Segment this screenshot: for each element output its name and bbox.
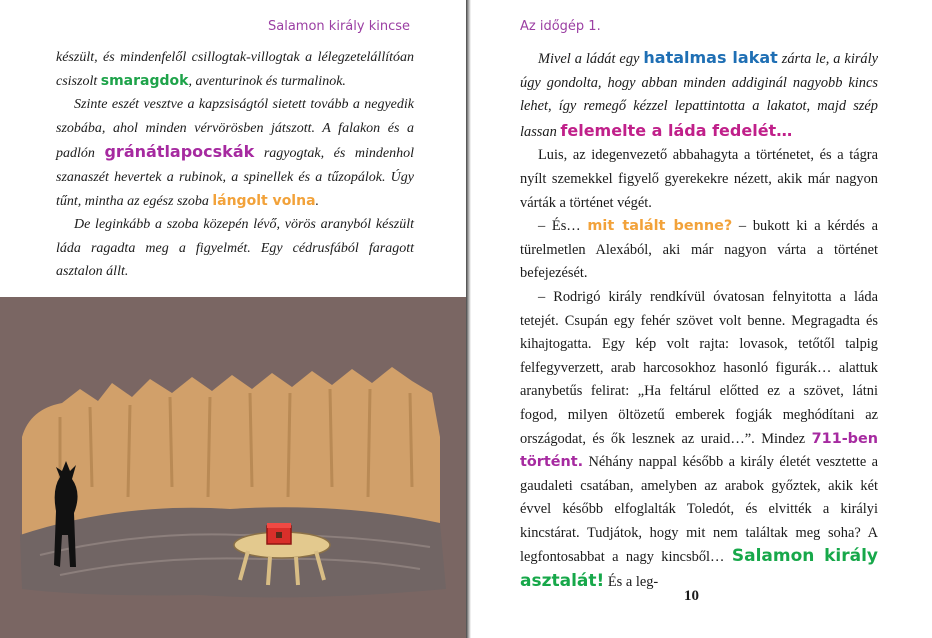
highlight-smaragdok: smaragdok xyxy=(100,72,189,89)
left-page-body xyxy=(56,46,414,284)
right-page xyxy=(466,0,932,638)
highlight-langolt-volna: lángolt volna xyxy=(212,192,316,209)
left-paragraph-3: De leginkább a szoba közepén lévő, vörös aranyból készült láda ragadta meg a figyelmét. Egy cédrusfából faragott asztalon állt. xyxy=(56,217,414,280)
right-paragraph-3: – És… mit talált benne? – bukott ki a kérdés a türelmetlen Alexából, aki már nagyon várta a történet befejezését. xyxy=(520,218,879,282)
highlight-711: 711-ben történt. xyxy=(520,430,878,471)
running-head-right: Az időgép 1. xyxy=(520,19,601,34)
highlight-hatalmas-lakat: hatalmas lakat xyxy=(643,48,778,67)
left-paragraph-1: készült, és mindenfelől csillogtak-villogtak a lélegzetelállítóan csiszolt smaragdok, aventurinok és turmalinok. xyxy=(56,50,414,89)
highlight-mit-talalt: mit talált benne? xyxy=(587,218,733,235)
right-paragraph-4: – Rodrigó király rendkívül óvatosan felnyitotta a láda tetejét. Csupán egy fehér szövet volt benne. Megragadta és kihajtogatta. Egy kép volt rajta: lovasok, tetőtől talpig felfegyverzett, arab harcosokhoz hasonló figurák… alattuk aranybetűs felirat: „Ha feltárul előtted ez a szövet, látni fogod, milyen öltözetű emberek fogják meghódítani az országodat, és ők lesznek az uraid…”. Mindez 711-ben történt. Néhány nappal később a király életét vesztette a gaudaleti csatában, amelyben az arabok győztek, akik két évvel később elfoglalták Toledót, és elvitték a királyi kincstárat. Tudjátok, hogy mit nem találtak meg soha? A legfontosabbat a nagy kincsből… Salamon király asztalát! És a leg- xyxy=(520,288,878,592)
running-head-left: Salamon király kincse xyxy=(268,19,410,34)
highlight-felemelte: felemelte a láda fedelét… xyxy=(560,120,793,140)
right-paragraph-1: Mivel a ládát egy hatalmas lakat zárta le, a király úgy gondolta, hogy abban minden addiginál nagyobb kincs lehet, így remegő kézzel lepattintotta a lakatot, majd szép lassan felemelte a láda fedelét… xyxy=(520,48,878,140)
cave-illustration xyxy=(0,297,466,638)
page-number: 10 xyxy=(684,588,699,604)
left-paragraph-2: Szinte eszét vesztve a kapzsiságtól sietett tovább a negyedik szobába, ahol minden vérvörösben játszott. A falakon és a padlón gránátlapocskák ragyogtak, és mindenhol szanaszét hevertek a rubinok, a spinellek és a tűzopálok. Úgy tűnt, mintha az egész szoba lángolt volna. xyxy=(56,97,415,209)
highlight-granatlapocskak: gránátlapocskák xyxy=(104,142,255,162)
highlight-salamon-kiraly: Salamon király asztalát! xyxy=(520,546,878,592)
page-gutter xyxy=(466,0,471,638)
right-paragraph-2: Luis, az idegenvezető abbahagyta a történetet, és a tágra nyílt szemekkel figyelő gyerekekre nézett, akik már nagyon várták a történet végét. xyxy=(520,147,878,211)
right-page-body xyxy=(520,46,878,595)
